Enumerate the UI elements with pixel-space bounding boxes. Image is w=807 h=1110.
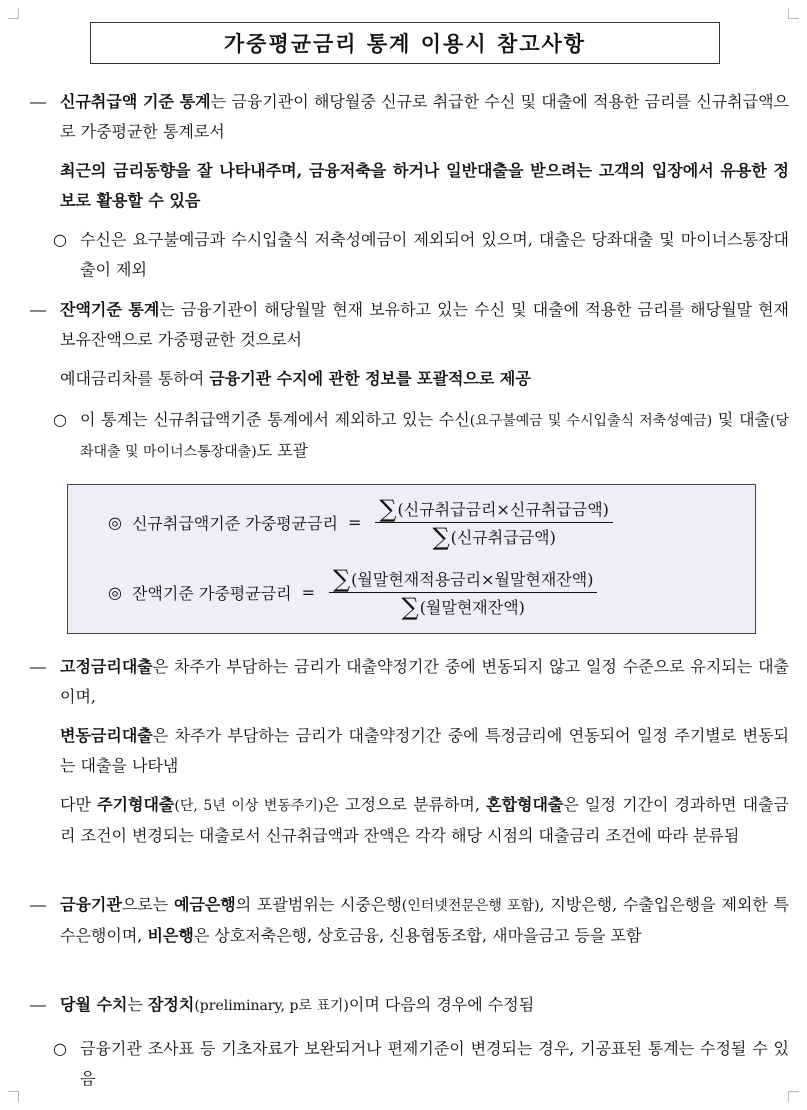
paragraph-text: 다만: [60, 795, 98, 814]
sum-symbol: ∑: [432, 522, 450, 551]
page-title: 가중평균금리 통계 이용시 참고사항: [90, 22, 720, 64]
sub-bullet-item: [0, 225, 807, 285]
sum-symbol: ∑: [333, 564, 351, 593]
section-fixed-rate: [0, 652, 807, 712]
paragraph-text: 수신은 요구불예금과 수시입출식 저축성예금이 제외되어 있으며, 대출은 당좌대출 및 마이너스통장대출이 제외: [80, 230, 789, 279]
dash-bullet: ―: [30, 657, 46, 676]
formula-box: [67, 484, 756, 634]
bold-term: 신규취급액 기준 통계: [60, 92, 211, 111]
numerator: [375, 494, 613, 523]
paragraph-text: 는 금융기관이 해당월말 현재 보유하고 있는 수신 및 대출에 적용한 금리를 해당월말 현재 보유잔액으로 가중평균한 것으로서: [60, 300, 789, 349]
page-corner-mark: [788, 8, 799, 19]
dash-bullet: ―: [30, 895, 46, 914]
numerator: [329, 564, 597, 593]
dash-bullet: ―: [30, 92, 46, 111]
fraction: [329, 564, 597, 621]
sub-bullet-item: [0, 405, 807, 467]
paragraph-text: 이며 다음의 경우에 수정됨: [348, 995, 535, 1014]
parenthetical-note: (요구불예금 및 수시입출식 저축성예금): [469, 413, 713, 429]
double-circle-bullet: ◎: [108, 513, 122, 532]
parenthetical-note: (preliminary, p로 표기): [194, 998, 349, 1014]
bold-term: 금융기관 수지에 관한 정보를 포괄적으로 제공: [209, 369, 531, 388]
paragraph-text: 은 상호저축은행, 상호금융, 신용협동조합, 새마을금고 등을 포함: [193, 926, 642, 945]
paragraph-text: 는: [127, 995, 148, 1014]
section-current-month: [0, 990, 807, 1021]
dash-bullet: ―: [30, 995, 46, 1014]
paragraph-text: , 지방은행, 수출입은행을 제외한 특수은행이며,: [60, 895, 790, 945]
bold-term: 주기형대출: [97, 795, 175, 814]
parenthetical-note: (단, 5년 이상 변동주기): [174, 798, 324, 814]
equals-sign: =: [301, 583, 316, 602]
bold-term: 비은행: [147, 926, 194, 945]
formula-outstanding: [108, 564, 597, 621]
sum-symbol: ∑: [401, 592, 419, 621]
bold-term: 잠정치: [147, 995, 195, 1014]
highlight-paragraph: 최근의 금리동향을 잘 나타내주며, 금융저축을 하거나 일반대출을 받으려는 고객의 입장에서 유용한 정보로 활용할 수 있음: [60, 161, 789, 210]
denominator-text: (월말현재잔액): [419, 598, 525, 617]
periodic-hybrid-paragraph: [0, 790, 807, 851]
parenthetical-note: (당좌대출 및 마이너스통장대출): [80, 413, 789, 460]
formula-new-business: [108, 494, 613, 551]
bold-term: 잔액기준 통계: [60, 300, 160, 319]
paragraph-text: 은 차주가 부담하는 금리가 대출약정기간 중에 특정금리에 연동되어 일정 주기별로 변동되는 대출을 나타냄: [60, 726, 789, 775]
circle-bullet: ○: [53, 1039, 67, 1058]
paragraph-text: 의 포괄범위는 시중은행: [235, 895, 402, 914]
denominator: [401, 592, 525, 621]
bold-term: 예금은행: [173, 895, 236, 914]
bold-term: 금융기관: [60, 895, 122, 914]
info-paragraph: [0, 364, 807, 394]
bold-term: 변동금리대출: [60, 726, 153, 745]
circle-bullet: ○: [53, 410, 67, 429]
paragraph-text: 및 대출: [712, 410, 770, 429]
bold-term: 고정금리대출: [60, 657, 153, 676]
circle-bullet: ○: [53, 230, 67, 249]
section-new-business: [0, 87, 807, 147]
parenthetical-note: (인터넷전문은행 포함): [401, 898, 540, 914]
variable-rate-paragraph: [0, 721, 807, 781]
numerator-text: (신규취급금리×신규취급금액): [397, 500, 609, 519]
denominator: [432, 522, 556, 551]
bold-term: 혼합형대출: [486, 795, 564, 814]
formula-label: 신규취급액기준 가중평균금리: [131, 514, 338, 533]
sub-bullet-item: [0, 1034, 807, 1094]
paragraph-text: 으로는: [121, 895, 174, 914]
numerator-text: (월말현재적용금리×월말현재잔액): [351, 570, 594, 589]
sum-symbol: ∑: [379, 494, 397, 523]
paragraph-text: 는 금융기관이 해당월중 신규로 취급한 수신 및 대출에 적용한 금리를 신규취급액으로 가중평균한 통계로서: [60, 92, 789, 141]
paragraph-text: 금융기관 조사표 등 기초자료가 보완되거나 편제기준이 변경되는 경우, 기공표된 통계는 수정될 수 있음: [80, 1039, 789, 1088]
equals-sign: =: [347, 513, 362, 532]
page-corner-mark: [8, 8, 19, 19]
section-outstanding: [0, 295, 807, 355]
paragraph-text: 도 포괄: [256, 441, 309, 460]
section-financial-institutions: [0, 890, 807, 951]
paragraph-text: 예대금리차를 통하여: [60, 369, 210, 388]
formula-label: 잔액기준 가중평균금리: [131, 584, 292, 603]
bold-term: 당월 수치: [60, 995, 128, 1014]
paragraph-text: 은 고정으로 분류하며,: [323, 795, 487, 814]
paragraph-text: 은 차주가 부담하는 금리가 대출약정기간 중에 변동되지 않고 일정 수준으로 유지되는 대출이며,: [60, 657, 789, 706]
paragraph-text: 은 일정 기간이 경과하면 대출금리 조건이 변경되는 대출로서 신규취급액과 잔액은 각각 해당 시점의 대출금리 조건에 따라 분류됨: [60, 795, 789, 845]
fraction: [375, 494, 613, 551]
paragraph-text: 이 통계는 신규취급액기준 통계에서 제외하고 있는 수신: [80, 410, 470, 429]
double-circle-bullet: ◎: [108, 583, 122, 602]
denominator-text: (신규취급금액): [450, 528, 556, 547]
dash-bullet: ―: [30, 300, 46, 319]
